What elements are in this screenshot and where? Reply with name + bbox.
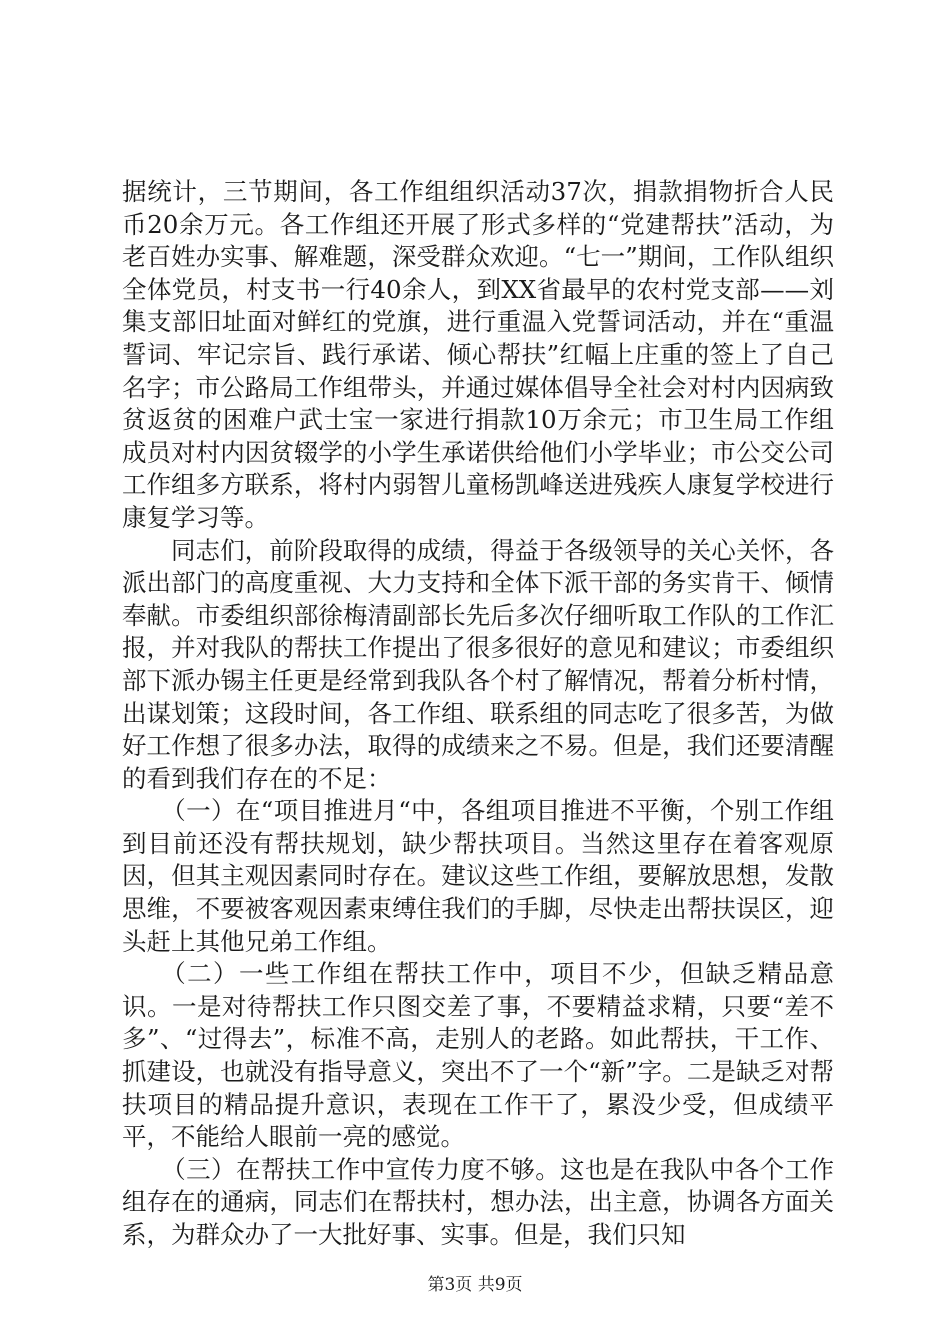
paragraph-issue-one: （一）在“项目推进月“中，各组项目推进不平衡，个别工作组到目前还没有帮扶规划，缺少帮扶项目。当然这里存在着客观原因，但其主观因素同时存在。建议这些工作组，要解放思想，发散思维，不要被客观因素束缚住我们的手脚，尽快走出帮扶误区，迎头赶上其他兄弟工作组。 <box>122 796 834 956</box>
document-body <box>122 176 834 1252</box>
paragraph-issue-two: （二）一些工作组在帮扶工作中，项目不少，但缺乏精品意识。一是对待帮扶工作只图交差了事，不要精益求精，只要“差不多”、“过得去”，标准不高，走别人的老路。如此帮扶，干工作、抓建设，也就没有指导意义，突出不了一个“新”字。二是缺乏对帮扶项目的精品提升意识，表现在工作干了，累没少受，但成绩平平，不能给人眼前一亮的感觉。 <box>122 959 834 1152</box>
paragraph-achievements: 同志们，前阶段取得的成绩，得益于各级领导的关心关怀，各派出部门的高度重视、大力支持和全体下派干部的务实肯干、倾情奉献。市委组织部徐梅清副部长先后多次仔细听取工作队的工作汇报，并对我队的帮扶工作提出了很多很好的意见和建议；市委组织部下派办锡主任更是经常到我队各个村了解情况，帮着分析村情，出谋划策；这段时间，各工作组、联系组的同志吃了很多苦，为做好工作想了很多办法，取得的成绩来之不易。但是，我们还要清醒的看到我们存在的不足： <box>122 535 834 793</box>
paragraph-issue-three: （三）在帮扶工作中宣传力度不够。这也是在我队中各个工作组存在的通病，同志们在帮扶村，想办法，出主意，协调各方面关系，为群众办了一大批好事、实事。但是，我们只知 <box>122 1154 834 1249</box>
paragraph-statistics: 据统计，三节期间，各工作组组织活动37次，捐款捐物折合人民币20余万元。各工作组还开展了形式多样的“党建帮扶”活动，为老百姓办实事、解难题，深受群众欢迎。“七一”期间，工作队组织全体党员，村支书一行40余人，到XX省最早的农村党支部——刘集支部旧址面对鲜红的党旗，进行重温入党誓词活动，并在“重温誓词、牢记宗旨、践行承诺、倾心帮扶”红幅上庄重的签上了自己名字；市公路局工作组带头，并通过媒体倡导全社会对村内因病致贫返贫的困难户武士宝一家进行捐款10万余元；市卫生局工作组成员对村内因贫辍学的小学生承诺供给他们小学毕业；市公交公司工作组多方联系，将村内弱智儿童杨凯峰送进残疾人康复学校进行康复学习等。 <box>122 177 834 532</box>
page-number-footer: 第3页 共9页 <box>427 1275 523 1295</box>
